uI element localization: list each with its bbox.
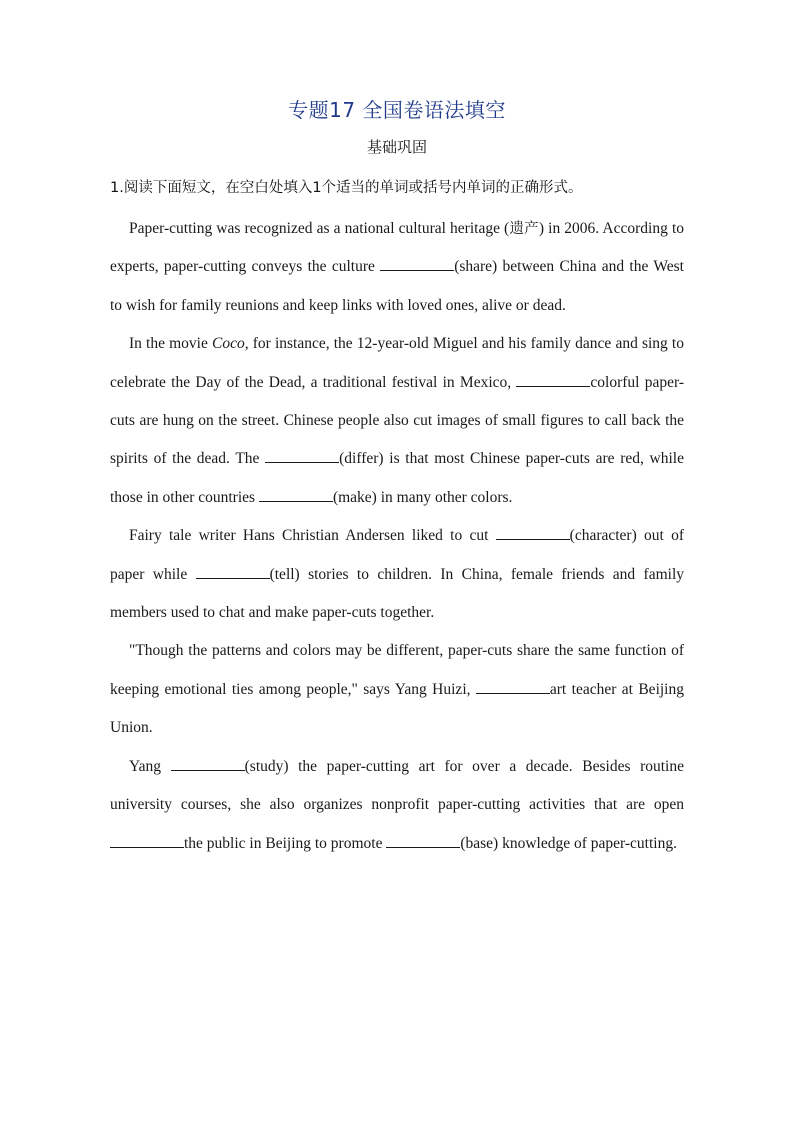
text: (share) between China and the West to wish for family reunions and keep links with loved ones, alive or dead.	[110, 258, 684, 314]
text: (tell) stories to children. In China, female friends and family members used to chat and make paper-cuts together.	[110, 565, 685, 622]
answer-blank-1[interactable]	[380, 256, 454, 271]
answer-blank-5[interactable]	[496, 525, 570, 540]
text: Fairy tale writer Hans Christian Andersen liked to cut	[129, 527, 496, 545]
text: colorful paper-cuts are hung on the street. Chinese people also cut images of small figures to call back the spirits of the dead. The	[110, 373, 684, 468]
text: art teacher at Beijing Union.	[110, 680, 684, 737]
text: (study) the paper-cutting art for over a decade. Besides routine university courses, she also organizes nonprofit paper-cutting activities that are open	[110, 757, 684, 814]
page-title: 专题17 全国卷语法填空	[288, 98, 506, 122]
text: the public in Beijing to promote	[184, 834, 387, 852]
text: , for instance, the 12-year-old Miguel and his family dance and sing to celebrate the Day of the Dead, a traditional festival in Mexico,	[110, 335, 684, 391]
answer-blank-4[interactable]	[259, 487, 333, 502]
chinese-gloss: 遗产	[509, 221, 539, 237]
paragraph-3	[110, 517, 684, 632]
text: Yang	[129, 757, 171, 775]
movie-title: Coco	[212, 335, 245, 353]
paragraph-1	[110, 210, 684, 325]
text: Paper-cutting was recognized as a national cultural heritage (	[129, 220, 510, 237]
paragraph-5	[110, 748, 684, 863]
answer-blank-8[interactable]	[171, 756, 245, 771]
text: "Though the patterns and colors may be different, paper-cuts share the same function of keeping emotional ties among people," says Yang Huizi,	[110, 642, 684, 698]
answer-blank-6[interactable]	[196, 564, 270, 579]
paragraph-4	[110, 632, 684, 747]
exercise-instruction: 1.阅读下面短文，在空白处填入1个适当的单词或括号内单词的正确形式。	[110, 180, 583, 196]
text: (differ) is that most Chinese paper-cuts are red, while those in other countries	[110, 450, 684, 506]
answer-blank-3[interactable]	[265, 448, 339, 463]
text: In the movie	[129, 335, 212, 353]
answer-blank-2[interactable]	[516, 372, 590, 387]
answer-blank-7[interactable]	[476, 679, 550, 694]
text: (character) out of paper while	[110, 527, 684, 583]
answer-blank-9[interactable]	[110, 833, 184, 848]
paragraph-2	[110, 325, 684, 517]
passage	[110, 210, 684, 863]
text: (base) knowledge of paper-cutting.	[460, 834, 677, 852]
answer-blank-10[interactable]	[386, 833, 460, 848]
text: (make) in many other colors.	[332, 488, 513, 506]
text: ) in 2006. According to experts, paper-cutting conveys the culture	[110, 220, 685, 276]
section-subtitle: 基础巩固	[366, 138, 427, 156]
